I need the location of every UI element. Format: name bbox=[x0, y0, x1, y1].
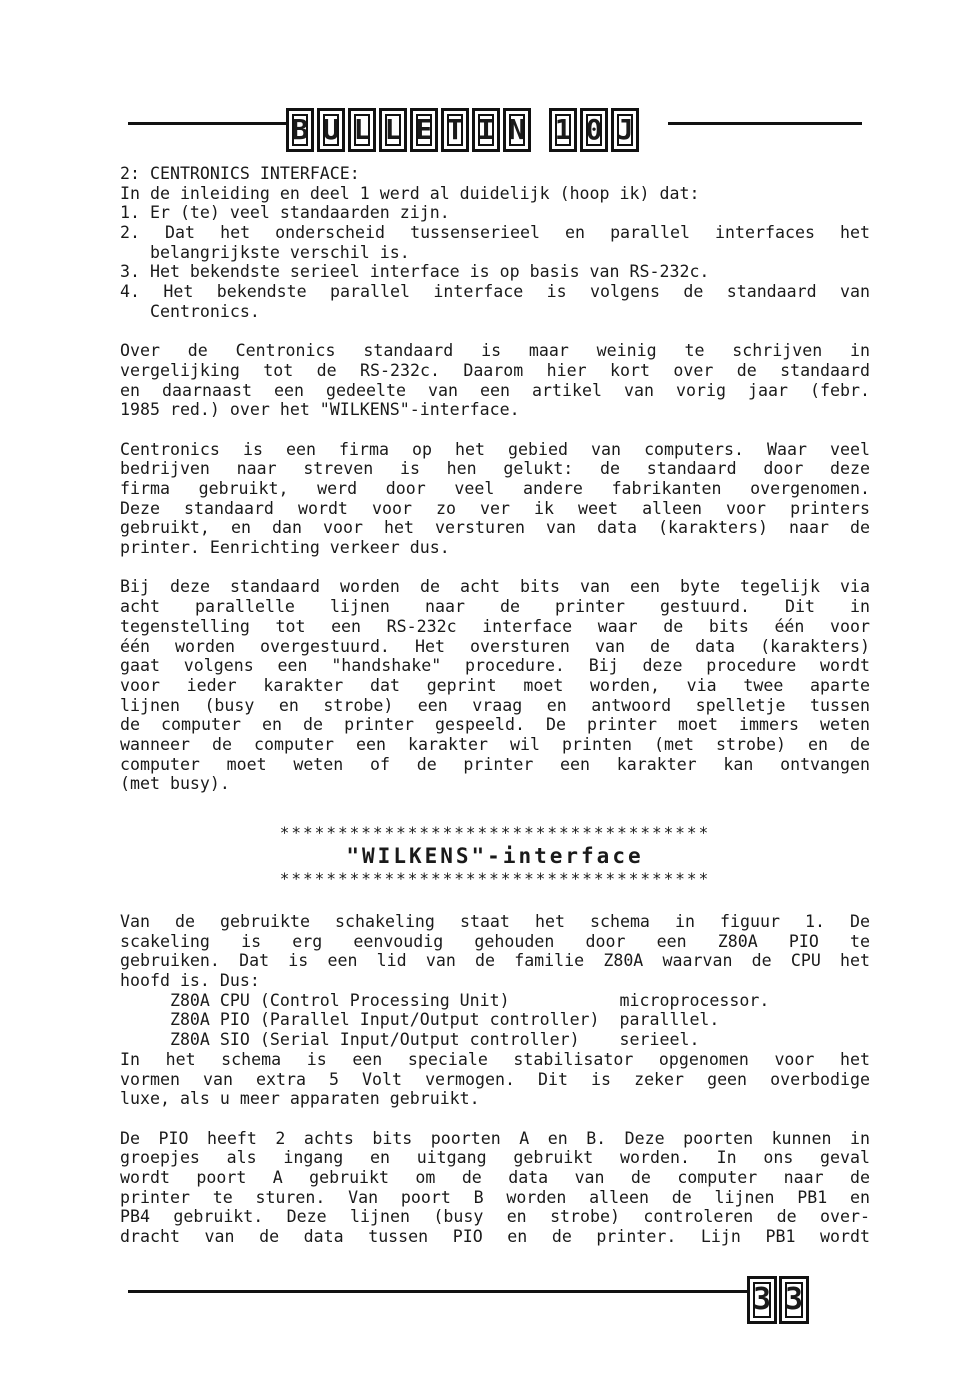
text-line: groepjes als ingang en uitgang gebruikt worden. In ons geval bbox=[120, 1148, 870, 1168]
text-line: De PIO heeft 2 achts bits poorten A en B. Deze poorten kunnen in bbox=[120, 1128, 870, 1148]
text-line: Van de gebruikte schakeling staat het schema in figuur 1. De bbox=[120, 912, 870, 931]
text-line: de computer en de printer gespeeld. De printer moet immers weten bbox=[120, 715, 870, 735]
text-line: 1985 red.) over het "WILKENS"-interface. bbox=[120, 400, 520, 420]
text-line: Centronics. bbox=[120, 301, 260, 321]
text-line: scakeling is erg eenvoudig gehouden door een Z80A PIO te bbox=[120, 931, 870, 951]
text-line: vormen van extra 5 Volt vermogen. Dit is zeker geen overbodige bbox=[120, 1069, 870, 1089]
text-line: computer moet weten of de printer een karakter kan ontvangen bbox=[120, 754, 870, 774]
text-line: één worden overgestuurd. Het oversturen van de data (karakters) bbox=[120, 636, 870, 656]
text-line: Over de Centronics standaard is maar weinig te schrijven in bbox=[120, 341, 870, 361]
text-line: voor ieder karakter dat geprint moet worden, via twee aparte bbox=[120, 675, 870, 695]
text-line: In de inleiding en deel 1 werd al duidelijk (hoop ik) dat: bbox=[120, 183, 700, 203]
header-letter-box: E bbox=[410, 108, 438, 152]
text-line: lijnen (busy en strobe) een vraag en antwoord spelletje tussen bbox=[120, 695, 870, 715]
text-line: hoofd is. Dus: bbox=[120, 971, 260, 991]
text-line: Deze standaard wordt voor zo ver ik weet alleen voor printers bbox=[120, 498, 870, 518]
text-line: belangrijkste verschil is. bbox=[120, 242, 410, 262]
text-line: gaat volgens een "handshake" procedure. Bij deze procedure wordt bbox=[120, 656, 870, 676]
page-number-digit: 3 bbox=[779, 1276, 809, 1324]
header-letter-box: I bbox=[472, 108, 500, 152]
text-line: firma gebruikt, werd door veel andere fabrikanten overgenomen. bbox=[120, 479, 870, 498]
header-letter-box: U bbox=[317, 108, 345, 152]
text-line: 4. Het bekendste parallel interface is volgens de standaard van bbox=[120, 282, 870, 302]
text-line: In het schema is een speciale stabilisator opgenomen voor het bbox=[120, 1049, 870, 1069]
text-line: luxe, als u meer apparaten gebruikt. bbox=[120, 1089, 480, 1109]
body-text-part1 bbox=[120, 164, 870, 814]
header-letter-box: L bbox=[348, 108, 376, 152]
text-line: printer. Eenrichting verkeer dus. bbox=[120, 538, 450, 558]
header-letter-box: 0 bbox=[580, 108, 608, 152]
header-letter-box: 1 bbox=[549, 108, 577, 152]
header-letter-box: T bbox=[441, 108, 469, 152]
text-line: acht parallelle lijnen naar de printer gestuurd. Dit in bbox=[120, 597, 870, 617]
footer-rule bbox=[128, 1290, 748, 1293]
text-line: (met busy). bbox=[120, 774, 230, 794]
section-title: "WILKENS"-interface bbox=[346, 843, 644, 868]
header-letter-box: J bbox=[611, 108, 639, 152]
body-text-part2 bbox=[120, 912, 870, 1247]
text-line: Z80A PIO (Parallel Input/Output controller) paralllel. bbox=[120, 1010, 720, 1030]
text-line: bedrijven naar streven is hen gelukt: de standaard door deze bbox=[120, 459, 870, 479]
text-line: printer te sturen. Van poort B worden alleen de lijnen PB1 en bbox=[120, 1187, 870, 1207]
text-line: 3. Het bekendste serieel interface is op basis van RS-232c. bbox=[120, 262, 710, 282]
text-line: Bij deze standaard worden de acht bits van een byte tegelijk via bbox=[120, 577, 870, 597]
header-rule-left bbox=[128, 122, 286, 125]
header-letter-box: N bbox=[503, 108, 531, 152]
header-letter-box: B bbox=[286, 108, 314, 152]
page-number-digit: 3 bbox=[747, 1276, 777, 1324]
text-line: 2. Dat het onderscheid tussenserieel en parallel interfaces het bbox=[120, 223, 870, 243]
page-number bbox=[747, 1276, 809, 1324]
stars-top: ************************************* bbox=[279, 823, 711, 842]
text-line: wanneer de computer een karakter wil printen (met strobe) en de bbox=[120, 734, 870, 754]
section-banner bbox=[120, 823, 870, 888]
text-line: vergelijking tot de RS-232c. Daarom hier kort over de standaard bbox=[120, 360, 870, 380]
text-line: wordt poort A gebruikt om de data van de computer naar de bbox=[120, 1167, 870, 1187]
text-line: Z80A CPU (Control Processing Unit) microprocessor. bbox=[120, 990, 770, 1010]
header-box-gap bbox=[534, 108, 546, 152]
text-line: dracht van de data tussen PIO en de printer. Lijn PB1 wordt bbox=[120, 1227, 870, 1246]
text-line: Z80A SIO (Serial Input/Output controller) serieel. bbox=[120, 1030, 700, 1050]
stars-bottom: ************************************* bbox=[279, 868, 711, 888]
header-letter-box: L bbox=[379, 108, 407, 152]
text-line: 1. Er (te) veel standaarden zijn. bbox=[120, 203, 450, 223]
text-line: 2: CENTRONICS INTERFACE: bbox=[120, 164, 360, 183]
text-line: PB4 gebruikt. Deze lijnen (busy en strobe) controleren de over- bbox=[120, 1207, 870, 1227]
text-line: Centronics is een firma op het gebied van computers. Waar veel bbox=[120, 439, 870, 459]
text-line: en daarnaast een gedeelte van een artikel van vorig jaar (febr. bbox=[120, 380, 870, 400]
text-line: tegenstelling tot een RS-232c interface waar de bits één voor bbox=[120, 616, 870, 636]
header-title-boxes bbox=[286, 108, 639, 152]
text-line: gebruiken. Dat is een lid van de familie Z80A waarvan de CPU het bbox=[120, 951, 870, 971]
text-line: gebruikt, en dan voor het versturen van data (karakters) naar de bbox=[120, 518, 870, 538]
header-rule-right bbox=[668, 122, 862, 125]
